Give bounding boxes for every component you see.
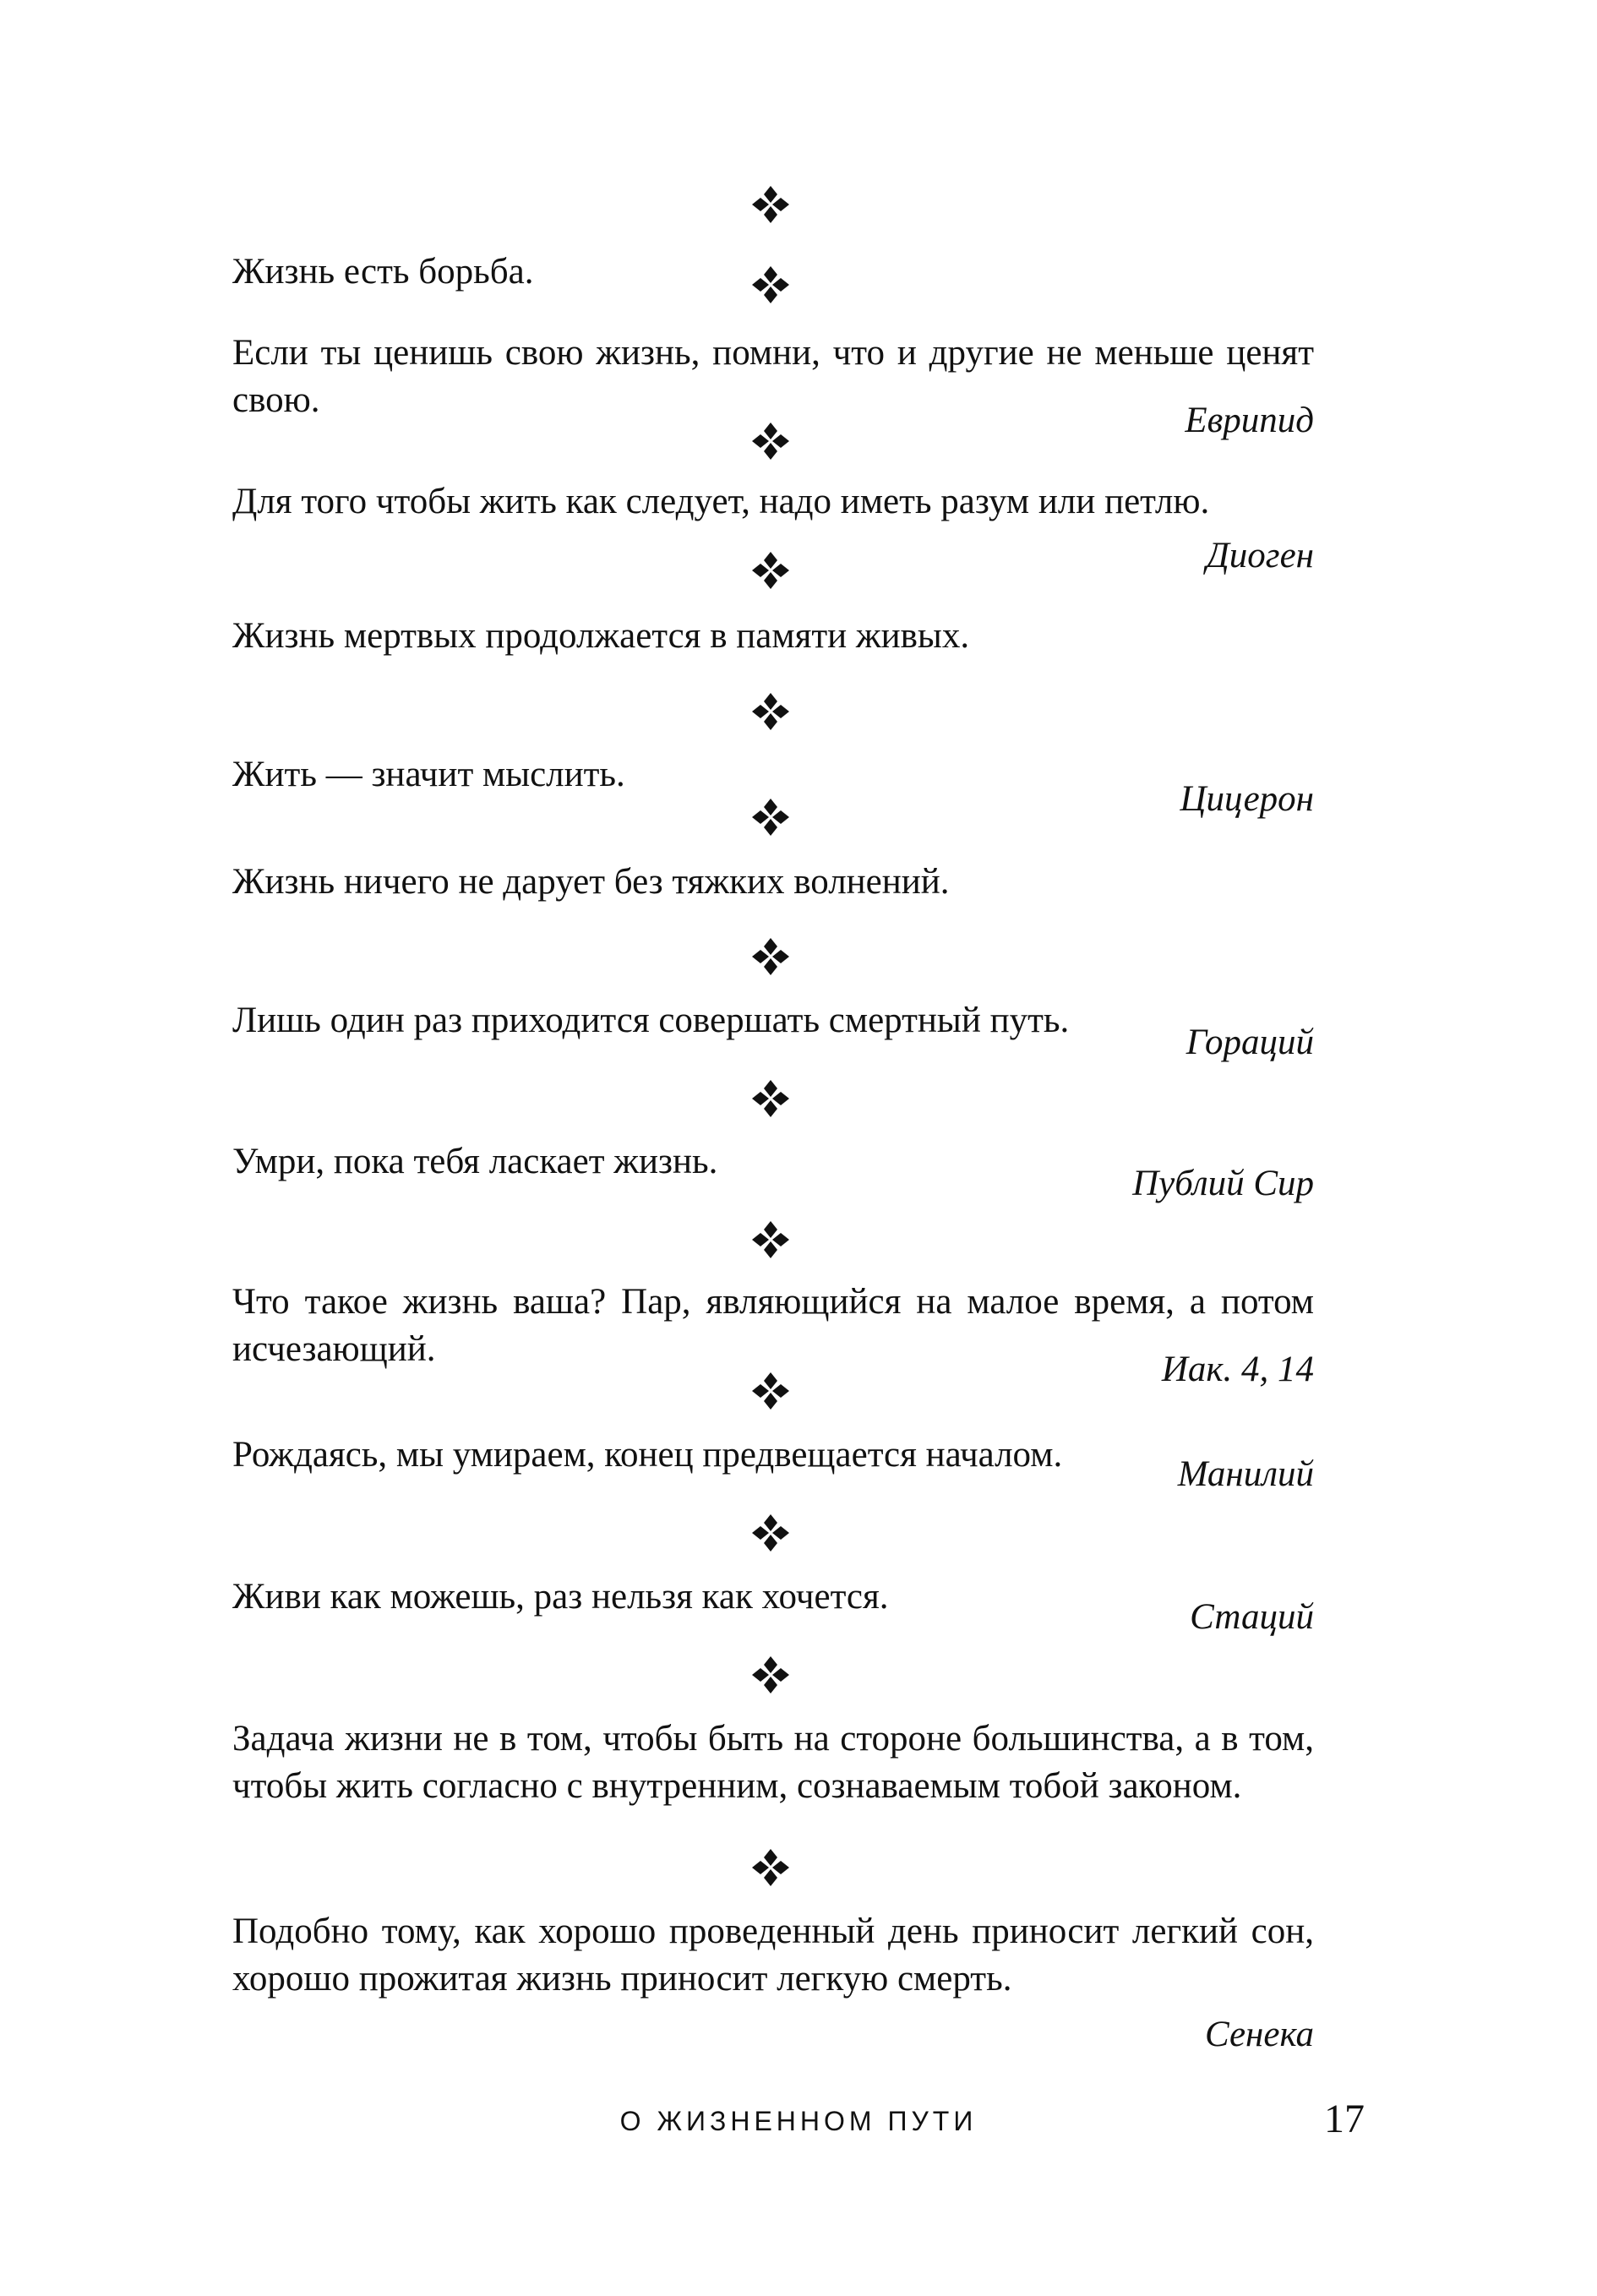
quote-text: Жить — значит мыслить. (232, 755, 625, 794)
quote-author: Гораций (1185, 1023, 1314, 1062)
ornament-icon (744, 177, 798, 232)
quote-text: Умри, пока тебя ласкает жизнь. (232, 1142, 718, 1181)
quote-author: Диоген (1206, 536, 1314, 575)
quote-text: Подобно тому, как хорошо проведенный день приносит легкий сон, хорошо прожитая жизнь приносит легкую смерть. (232, 1912, 1314, 1999)
quote-text: Жизнь есть борьба. (232, 252, 534, 292)
quote-text: Для того чтобы жить как следует, надо иметь разум или петлю. (232, 482, 1210, 521)
page-number: 17 (1324, 2097, 1365, 2141)
quote-text: Живи как можешь, раз нельзя как хочется. (232, 1577, 889, 1617)
quote-text: Рождаясь, мы умираем, конец предвещается началом. (232, 1435, 1063, 1475)
quote-text: Что такое жизнь ваша? Пар, являющийся на малое время, а потом исчезающий. (232, 1282, 1314, 1369)
ornament-icon (744, 1072, 798, 1126)
running-footer-title: О ЖИЗНЕННОМ ПУТИ (619, 2106, 978, 2136)
quote-author: Сенека (1204, 2015, 1314, 2054)
ornament-icon (744, 258, 798, 312)
ornament-icon (744, 543, 798, 597)
quote-author: Иак. 4, 14 (1161, 1350, 1314, 1389)
ornament-icon (744, 414, 798, 468)
ornament-icon (744, 1648, 798, 1702)
quote-author: Стаций (1190, 1597, 1314, 1637)
ornament-icon (744, 1213, 798, 1267)
quote-text: Задача жизни не в том, чтобы быть на стороне большинства, а в том, чтобы жить согласно с внутренним, сознаваемым тобой законом. (232, 1719, 1314, 1806)
quote-author: Манилий (1177, 1454, 1314, 1494)
quote-text: Лишь один раз приходится совершать смертный путь. (232, 1001, 1070, 1040)
quote-text: Жизнь ничего не дарует без тяжких волнений. (232, 862, 950, 902)
ornament-icon (744, 790, 798, 844)
quote-author: Публий Сир (1132, 1164, 1314, 1203)
quote-author: Еврипид (1185, 401, 1314, 440)
quote-text: Жизнь мертвых продолжается в памяти живых. (232, 616, 970, 656)
ornament-icon (744, 684, 798, 739)
ornament-icon (744, 930, 798, 984)
ornament-icon (744, 1506, 798, 1560)
ornament-icon (744, 1364, 798, 1418)
quote-author: Цицерон (1180, 779, 1314, 819)
quote-text: Если ты ценишь свою жизнь, помни, что и другие не меньше ценят свою. (232, 333, 1314, 420)
ornament-icon (744, 1841, 798, 1895)
